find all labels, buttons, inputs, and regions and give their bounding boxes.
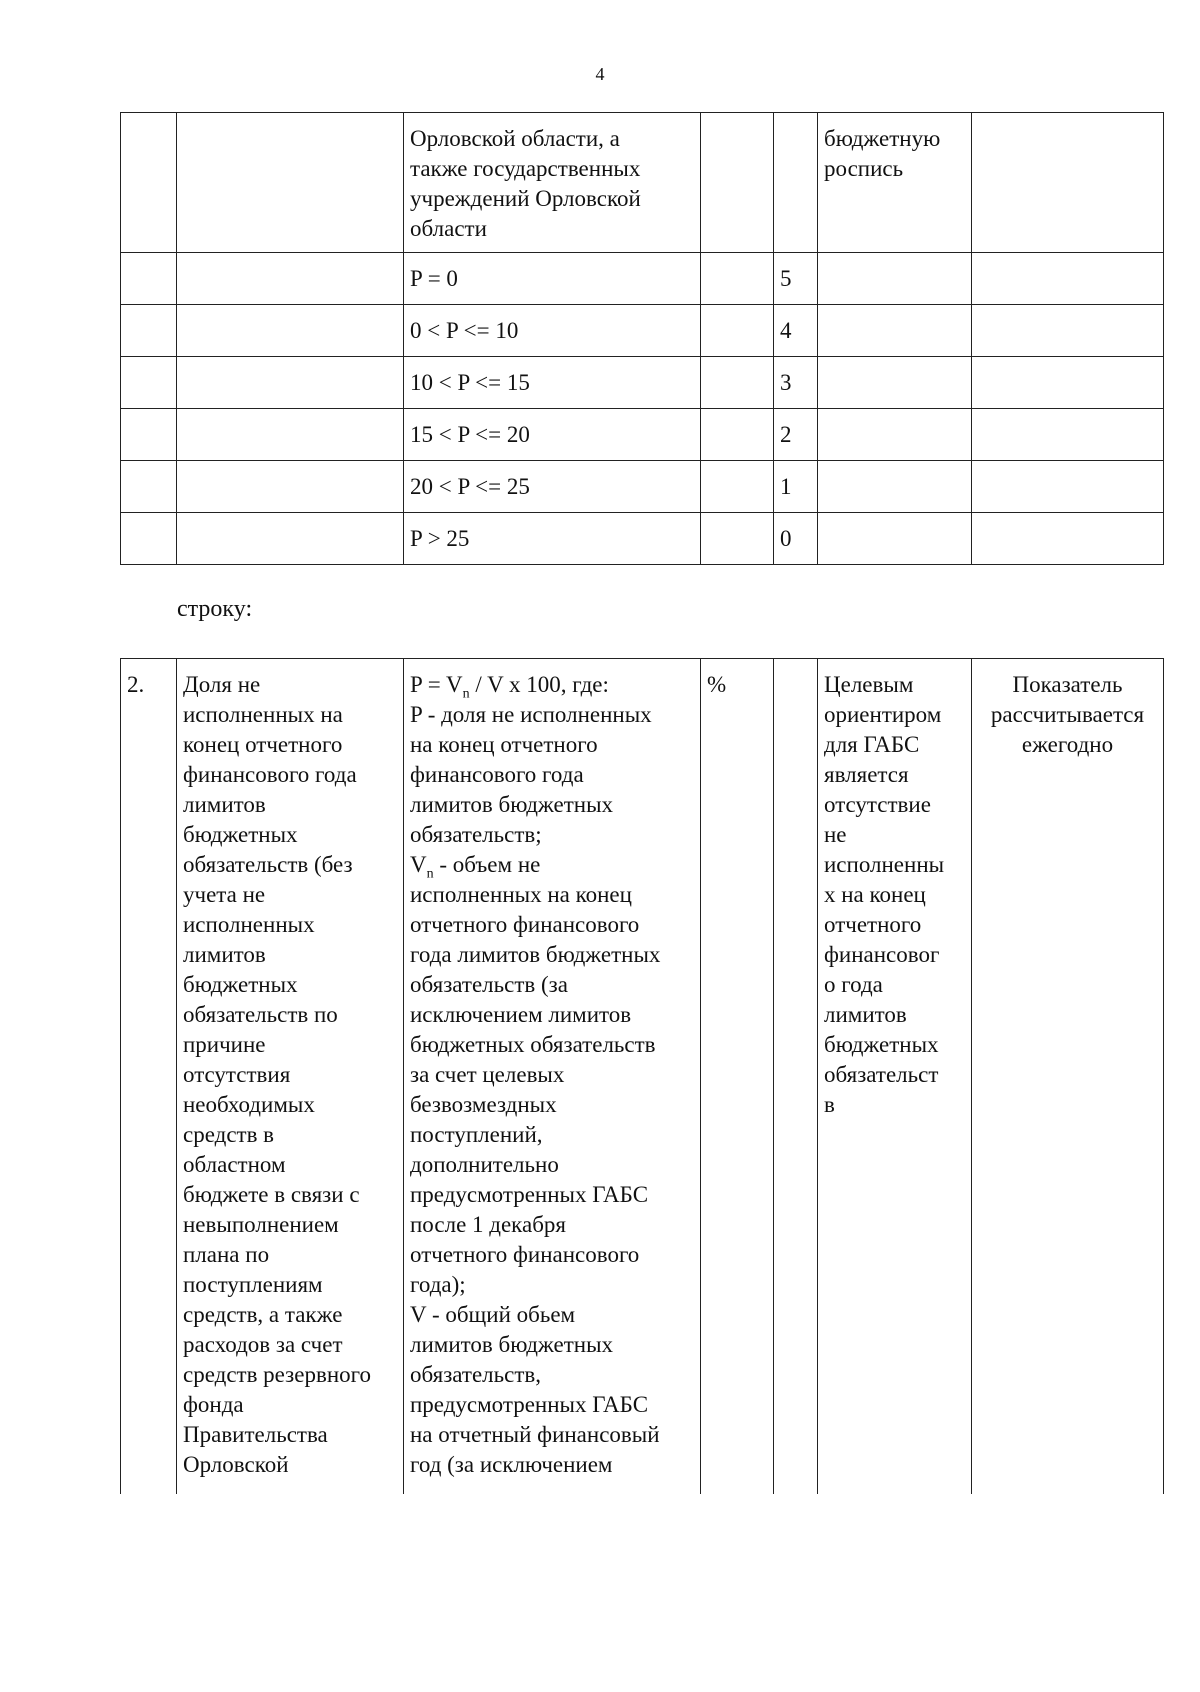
criteria-table-continued: [120, 112, 1164, 565]
unit-cell: %: [701, 659, 774, 1495]
cell-score: [774, 113, 818, 253]
cell-note: [972, 113, 1164, 253]
score-cell: 4: [774, 305, 818, 357]
condition-cell: P > 25: [404, 513, 701, 565]
page-number: 4: [595, 64, 605, 84]
score-cell: 3: [774, 357, 818, 409]
cell-name: [177, 113, 404, 253]
cell-target: бюджетную роспись: [818, 113, 972, 253]
formula-vn-head: V: [410, 852, 427, 877]
table-row: [121, 357, 1164, 409]
table-row: [121, 113, 1164, 253]
indicator-name: Доля не исполненных на конец отчетного финансового года лимитов бюджетных обязательств (без учета не исполненных лимитов бюджетных обязательств по причине отсутствия необходимых средств в областном бюджете в связи с невыполнением плана по поступлениям средств, а также расходов за счет средств резервного фонда Правительства Орловской: [177, 659, 404, 1495]
cell-unit: [701, 113, 774, 253]
table-row: [121, 461, 1164, 513]
score-cell: 1: [774, 461, 818, 513]
formula-head: P = V: [410, 672, 463, 697]
formula-tail: / V x 100, где:: [469, 672, 609, 697]
score-cell: 0: [774, 513, 818, 565]
score-cell: [774, 659, 818, 1495]
score-cell: 5: [774, 253, 818, 305]
table-row: [121, 305, 1164, 357]
cell-description: Орловской области, а также государственных учреждений Орловской области: [404, 113, 701, 253]
cell-number: [121, 113, 177, 253]
formula-subscript: n: [462, 686, 470, 702]
formula-vn-subscript: n: [426, 866, 434, 882]
target-cell: Целевым ориентиром для ГАБС является отсутствие не исполненны х на конец отчетного финансовог о года лимитов бюджетных обязательст в: [818, 659, 972, 1495]
condition-cell: 15 < P <= 20: [404, 409, 701, 461]
criteria-table-new-row: [120, 658, 1164, 1494]
formula-cell: [404, 659, 701, 1495]
intro-text: строку:: [177, 596, 253, 622]
table-row: [121, 513, 1164, 565]
formula-p-definition: P - доля не исполненных на конец отчетного финансового года лимитов бюджетных обязательств;: [410, 702, 652, 847]
row-number: 2.: [121, 659, 177, 1495]
condition-cell: 20 < P <= 25: [404, 461, 701, 513]
note-cell: Показатель рассчитывается ежегодно: [972, 659, 1164, 1495]
condition-cell: 10 < P <= 15: [404, 357, 701, 409]
condition-cell: 0 < P <= 10: [404, 305, 701, 357]
score-cell: 2: [774, 409, 818, 461]
formula-v-definition: V - общий обьем лимитов бюджетных обязательств, предусмотренных ГАБС на отчетный финансовый год (за исключением: [410, 1302, 660, 1477]
formula-vn-definition: - объем не исполненных на конец отчетного финансового года лимитов бюджетных обязательств (за исключением лимитов бюджетных обязательств за счет целевых безвозмездных поступлений, дополнительно предусмотренных ГАБС после 1 декабря отчетного финансового года);: [410, 852, 661, 1297]
table-row: [121, 409, 1164, 461]
condition-cell: P = 0: [404, 253, 701, 305]
table-row: [121, 253, 1164, 305]
table-row: [121, 659, 1164, 1495]
